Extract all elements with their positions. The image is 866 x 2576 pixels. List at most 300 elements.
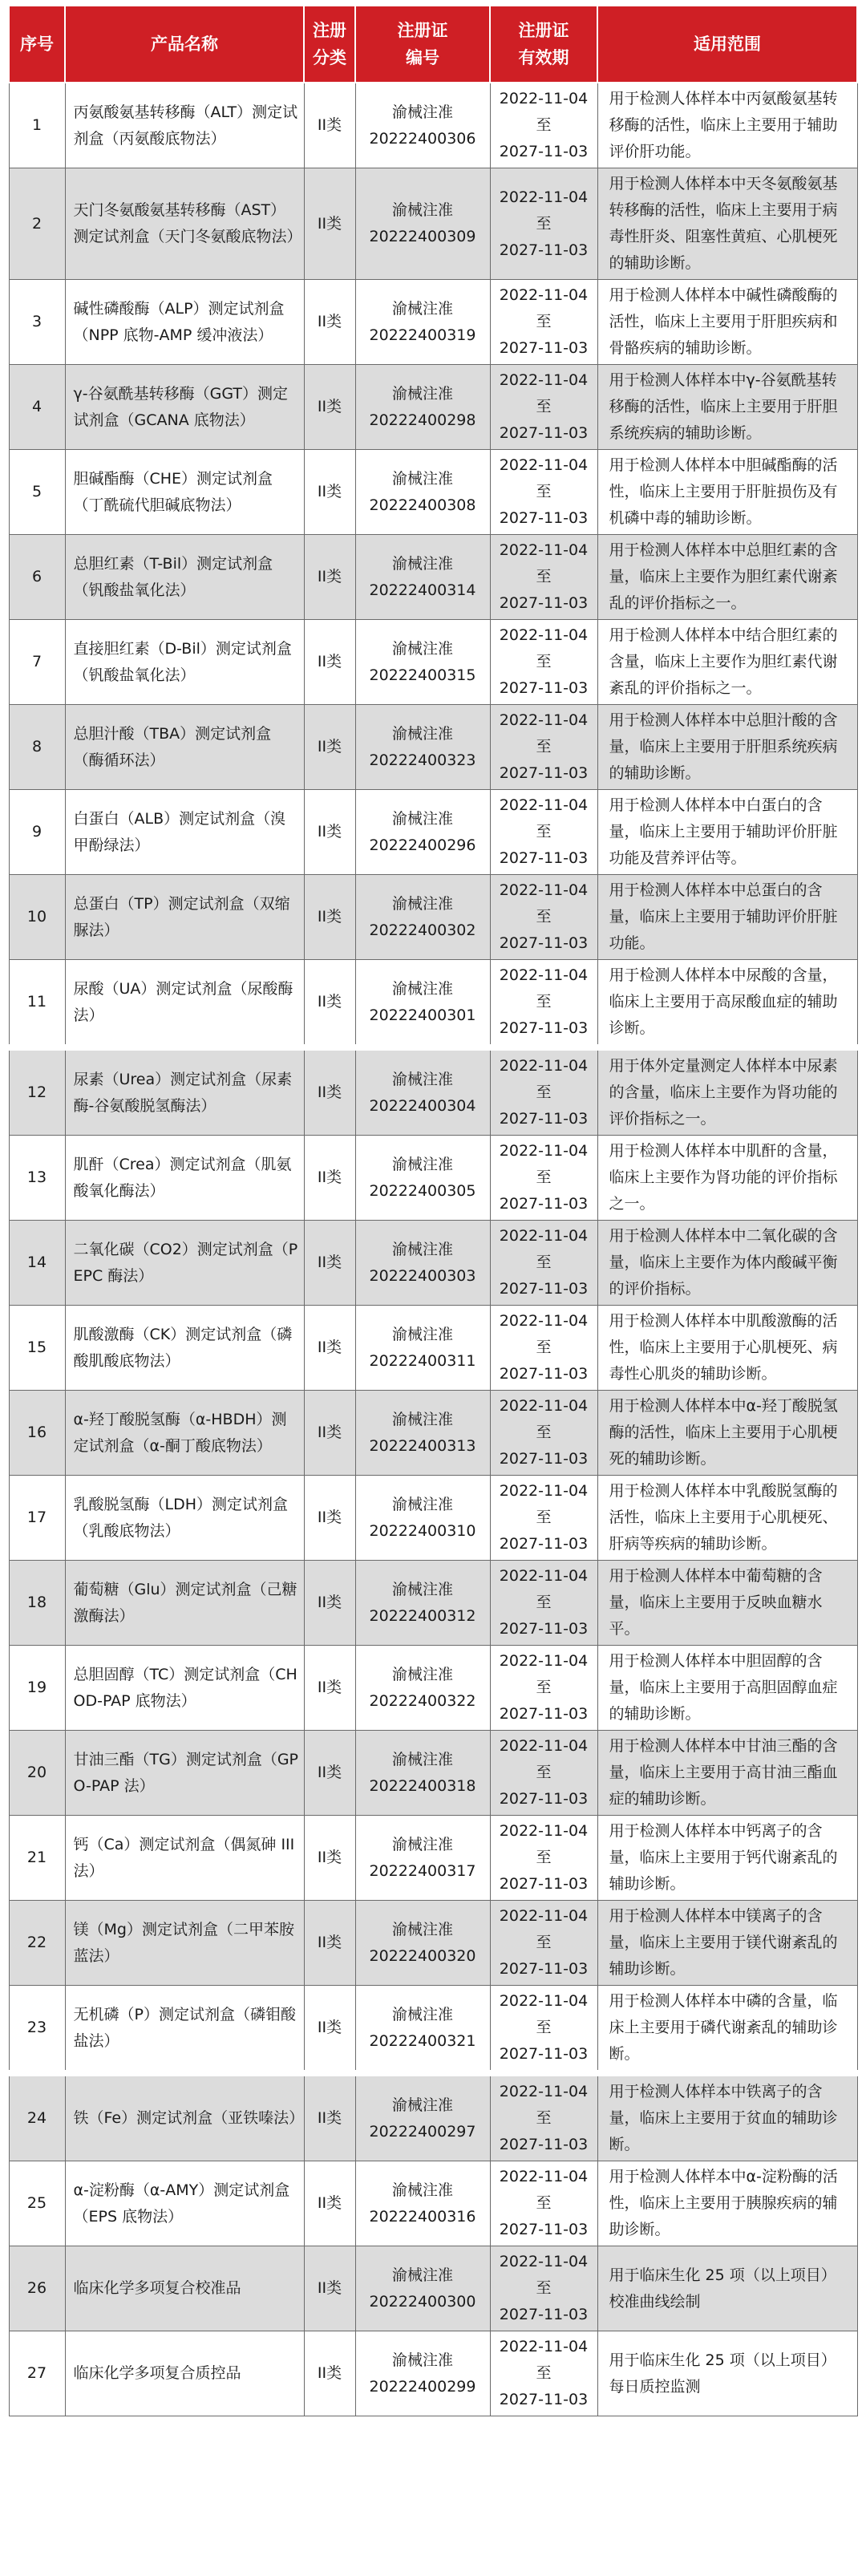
valid-end: 2027-11-03 <box>499 764 589 782</box>
valid-start: 2022-11-04 <box>499 1567 589 1585</box>
reg-code: 20222400319 <box>369 326 476 344</box>
cell-reg-number <box>355 1306 490 1391</box>
cell-category: II类 <box>304 1391 355 1476</box>
cell-product-name: 碱性磷酸酶（ALP）测定试剂盒（NPP 底物-AMP 缓冲液法） <box>65 280 304 365</box>
reg-code: 20222400316 <box>369 2207 476 2226</box>
cell-seq: 20 <box>9 1731 65 1816</box>
valid-to: 至 <box>536 1509 552 1526</box>
cell-seq: 18 <box>9 1561 65 1646</box>
cell-scope: 用于检测人体样本中结合胆红素的含量，临床上主要作为胆红素代谢紊乱的评价指标之一。 <box>597 620 857 705</box>
cell-category: II类 <box>304 790 355 875</box>
cell-validity <box>490 790 597 875</box>
cell-category: II类 <box>304 365 355 450</box>
valid-end: 2027-11-03 <box>499 1875 589 1893</box>
reg-code: 20222400315 <box>369 666 476 684</box>
valid-end: 2027-11-03 <box>499 1620 589 1638</box>
cell-scope: 用于检测人体样本中肌酸激酶的活性，临床上主要用于心肌梗死、病毒性心肌炎的辅助诊断。 <box>597 1306 857 1391</box>
cell-scope: 用于检测人体样本中丙氨酸氨基转移酶的活性，临床上主要用于辅助评价肝功能。 <box>597 83 857 168</box>
table-row <box>9 1136 857 1221</box>
cell-seq: 1 <box>9 83 65 168</box>
valid-end: 2027-11-03 <box>499 1365 589 1383</box>
valid-start: 2022-11-04 <box>499 1057 589 1075</box>
cell-validity <box>490 1136 597 1221</box>
reg-prefix: 渝械注准 <box>391 639 453 658</box>
cell-category: II类 <box>304 1306 355 1391</box>
cell-seq: 24 <box>9 2073 65 2161</box>
reg-code: 20222400299 <box>369 2377 476 2396</box>
reg-prefix: 渝械注准 <box>391 1240 453 1258</box>
valid-to: 至 <box>536 398 552 415</box>
valid-to: 至 <box>536 313 552 330</box>
cell-scope: 用于检测人体样本中γ-谷氨酰基转移酶的活性，临床上主要用于肝胆系统疾病的辅助诊断。 <box>597 365 857 450</box>
reg-prefix: 渝械注准 <box>391 103 453 121</box>
table-row <box>9 1646 857 1731</box>
cell-product-name: 尿素（Urea）测定试剂盒（尿素酶-谷氨酸脱氢酶法） <box>65 1047 304 1136</box>
cell-validity <box>490 280 597 365</box>
cell-scope: 用于检测人体样本中总蛋白的含量，临床上主要用于辅助评价肝脏功能。 <box>597 875 857 960</box>
valid-end: 2027-11-03 <box>499 1110 589 1128</box>
valid-start: 2022-11-04 <box>499 456 589 474</box>
cell-reg-number <box>355 1986 490 2074</box>
cell-reg-number <box>355 1816 490 1901</box>
cell-validity <box>490 1047 597 1136</box>
cell-product-name: 天门冬氨酸氨基转移酶（AST）测定试剂盒（天门冬氨酸底物法） <box>65 168 304 280</box>
cell-reg-number <box>355 2246 490 2331</box>
cell-product-name: 临床化学多项复合质控品 <box>65 2331 304 2416</box>
cell-category: II类 <box>304 2331 355 2416</box>
valid-start: 2022-11-04 <box>499 1992 589 2010</box>
cell-product-name: 白蛋白（ALB）测定试剂盒（溴甲酚绿法） <box>65 790 304 875</box>
cell-scope: 用于检测人体样本中尿酸的含量，临床上主要用于高尿酸血症的辅助诊断。 <box>597 960 857 1048</box>
cell-category: II类 <box>304 960 355 1048</box>
cell-scope: 用于检测人体样本中铁离子的含量，临床上主要用于贫血的辅助诊断。 <box>597 2073 857 2161</box>
cell-validity <box>490 620 597 705</box>
cell-validity <box>490 960 597 1048</box>
reg-prefix: 渝械注准 <box>391 894 453 913</box>
cell-validity <box>490 365 597 450</box>
valid-to: 至 <box>536 1169 552 1186</box>
valid-end: 2027-11-03 <box>499 2221 589 2238</box>
valid-start: 2022-11-04 <box>499 371 589 389</box>
cell-reg-number <box>355 1136 490 1221</box>
table-body <box>9 83 857 2416</box>
cell-category: II类 <box>304 1731 355 1816</box>
reg-prefix: 渝械注准 <box>391 809 453 828</box>
cell-validity <box>490 1476 597 1561</box>
valid-end: 2027-11-03 <box>499 143 589 160</box>
cell-product-name: 总蛋白（TP）测定试剂盒（双缩脲法） <box>65 875 304 960</box>
valid-start: 2022-11-04 <box>499 1652 589 1670</box>
reg-prefix: 渝械注准 <box>391 2096 453 2114</box>
cell-validity <box>490 83 597 168</box>
cell-scope: 用于检测人体样本中甘油三酯的含量，临床上主要用于高甘油三酯血症的辅助诊断。 <box>597 1731 857 1816</box>
valid-to: 至 <box>536 2279 552 2297</box>
cell-scope: 用于体外定量测定人体样本中尿素的含量，临床上主要作为肾功能的评价指标之一。 <box>597 1047 857 1136</box>
reg-prefix: 渝械注准 <box>391 1410 453 1428</box>
cell-validity <box>490 2246 597 2331</box>
reg-prefix: 渝械注准 <box>391 1495 453 1513</box>
reg-prefix: 渝械注准 <box>391 1665 453 1683</box>
valid-end: 2027-11-03 <box>499 339 589 357</box>
valid-start: 2022-11-04 <box>499 1397 589 1415</box>
cell-category: II类 <box>304 2073 355 2161</box>
cell-reg-number <box>355 1391 490 1476</box>
reg-code: 20222400304 <box>369 1096 476 1115</box>
cell-scope: 用于检测人体样本中胆固醇的含量，临床上主要用于高胆固醇血症的辅助诊断。 <box>597 1646 857 1731</box>
cell-reg-number <box>355 705 490 790</box>
valid-end: 2027-11-03 <box>499 1195 589 1213</box>
cell-validity <box>490 1561 597 1646</box>
cell-seq: 5 <box>9 450 65 535</box>
cell-seq: 3 <box>9 280 65 365</box>
valid-start: 2022-11-04 <box>499 541 589 559</box>
cell-reg-number <box>355 2161 490 2246</box>
header-category-line1: 注册 <box>313 21 346 40</box>
valid-end: 2027-11-03 <box>499 594 589 612</box>
valid-to: 至 <box>536 1339 552 1356</box>
valid-start: 2022-11-04 <box>499 626 589 644</box>
reg-code: 20222400323 <box>369 751 476 769</box>
table-row <box>9 1901 857 1986</box>
cell-seq: 13 <box>9 1136 65 1221</box>
table-row <box>9 2161 857 2246</box>
cell-reg-number <box>355 960 490 1048</box>
valid-to: 至 <box>536 2109 552 2127</box>
valid-to: 至 <box>536 116 552 134</box>
cell-reg-number <box>355 620 490 705</box>
reg-code: 20222400302 <box>369 921 476 939</box>
table-row <box>9 1986 857 2074</box>
cell-seq: 6 <box>9 535 65 620</box>
cell-category: II类 <box>304 620 355 705</box>
reg-prefix: 渝械注准 <box>391 1750 453 1768</box>
table-row <box>9 280 857 365</box>
table-row <box>9 2331 857 2416</box>
cell-scope: 用于检测人体样本中钙离子的含量，临床上主要用于钙代谢紊乱的辅助诊断。 <box>597 1816 857 1901</box>
cell-scope: 用于临床生化 25 项（以上项目）每日质控监测 <box>597 2331 857 2416</box>
table-row <box>9 1047 857 1136</box>
reg-prefix: 渝械注准 <box>391 2266 453 2284</box>
table-row <box>9 960 857 1048</box>
cell-validity <box>490 705 597 790</box>
valid-to: 至 <box>536 1849 552 1866</box>
cell-category: II类 <box>304 168 355 280</box>
cell-seq: 23 <box>9 1986 65 2074</box>
table-header <box>9 6 857 83</box>
cell-seq: 12 <box>9 1047 65 1136</box>
cell-reg-number <box>355 1476 490 1561</box>
table-row <box>9 1731 857 1816</box>
cell-reg-number <box>355 83 490 168</box>
valid-start: 2022-11-04 <box>499 286 589 304</box>
cell-scope: 用于检测人体样本中天冬氨酸氨基转移酶的活性，临床上主要用于病毒性肝炎、阻塞性黄疸、心肌梗死的辅助诊断。 <box>597 168 857 280</box>
cell-validity <box>490 2161 597 2246</box>
cell-seq: 19 <box>9 1646 65 1731</box>
reg-prefix: 渝械注准 <box>391 1920 453 1938</box>
valid-start: 2022-11-04 <box>499 2168 589 2185</box>
valid-to: 至 <box>536 993 552 1011</box>
cell-reg-number <box>355 1646 490 1731</box>
cell-category: II类 <box>304 705 355 790</box>
cell-reg-number <box>355 790 490 875</box>
cell-seq: 14 <box>9 1221 65 1306</box>
valid-end: 2027-11-03 <box>499 1019 589 1037</box>
reg-code: 20222400320 <box>369 1946 476 1965</box>
reg-code: 20222400301 <box>369 1006 476 1024</box>
reg-prefix: 渝械注准 <box>391 299 453 318</box>
cell-scope: 用于检测人体样本中乳酸脱氢酶的活性，临床上主要用于心肌梗死、肝病等疾病的辅助诊断。 <box>597 1476 857 1561</box>
reg-code: 20222400305 <box>369 1181 476 1200</box>
reg-code: 20222400314 <box>369 581 476 599</box>
header-validity <box>490 6 597 83</box>
cell-product-name: α-淀粉酶（α-AMY）测定试剂盒（EPS 底物法） <box>65 2161 304 2246</box>
valid-end: 2027-11-03 <box>499 2306 589 2323</box>
cell-seq: 25 <box>9 2161 65 2246</box>
header-name: 产品名称 <box>65 6 304 83</box>
cell-reg-number <box>355 535 490 620</box>
table-row <box>9 1391 857 1476</box>
valid-to: 至 <box>536 2364 552 2382</box>
valid-to: 至 <box>536 738 552 755</box>
cell-scope: 用于检测人体样本中胆碱酯酶的活性，临床上主要用于肝脏损伤及有机磷中毒的辅助诊断。 <box>597 450 857 535</box>
reg-prefix: 渝械注准 <box>391 2351 453 2369</box>
cell-reg-number <box>355 1047 490 1136</box>
valid-start: 2022-11-04 <box>499 711 589 729</box>
cell-validity <box>490 1816 597 1901</box>
cell-product-name: 肌酸激酶（CK）测定试剂盒（磷酸肌酸底物法） <box>65 1306 304 1391</box>
cell-reg-number <box>355 168 490 280</box>
valid-to: 至 <box>536 1254 552 1271</box>
cell-category: II类 <box>304 280 355 365</box>
cell-reg-number <box>355 1731 490 1816</box>
reg-code: 20222400313 <box>369 1436 476 1455</box>
cell-scope: 用于检测人体样本中镁离子的含量，临床上主要用于镁代谢紊乱的辅助诊断。 <box>597 1901 857 1986</box>
product-registration-table <box>8 5 858 2416</box>
cell-reg-number <box>355 875 490 960</box>
header-reg-number <box>355 6 490 83</box>
cell-product-name: γ-谷氨酰基转移酶（GGT）测定试剂盒（GCANA 底物法） <box>65 365 304 450</box>
cell-category: II类 <box>304 450 355 535</box>
reg-code: 20222400312 <box>369 1606 476 1625</box>
header-category-line2: 分类 <box>313 48 346 67</box>
cell-validity <box>490 1986 597 2074</box>
cell-product-name: 总胆固醇（TC）测定试剂盒（CHOD-PAP 底物法） <box>65 1646 304 1731</box>
table-row <box>9 705 857 790</box>
cell-scope: 用于检测人体样本中α-羟丁酸脱氢酶的活性，临床上主要用于心肌梗死的辅助诊断。 <box>597 1391 857 1476</box>
cell-category: II类 <box>304 875 355 960</box>
cell-category: II类 <box>304 1986 355 2074</box>
valid-end: 2027-11-03 <box>499 2391 589 2408</box>
valid-end: 2027-11-03 <box>499 2045 589 2063</box>
cell-validity <box>490 168 597 280</box>
reg-prefix: 渝械注准 <box>391 1835 453 1853</box>
cell-product-name: 直接胆红素（D-Bil）测定试剂盒（钒酸盐氧化法） <box>65 620 304 705</box>
table-row <box>9 1306 857 1391</box>
valid-to: 至 <box>536 1083 552 1101</box>
reg-prefix: 渝械注准 <box>391 724 453 743</box>
valid-to: 至 <box>536 653 552 670</box>
cell-reg-number <box>355 1561 490 1646</box>
reg-prefix: 渝械注准 <box>391 384 453 403</box>
cell-category: II类 <box>304 1047 355 1136</box>
reg-code: 20222400311 <box>369 1351 476 1370</box>
cell-seq: 21 <box>9 1816 65 1901</box>
reg-code: 20222400308 <box>369 496 476 514</box>
cell-validity <box>490 535 597 620</box>
table-row <box>9 620 857 705</box>
valid-end: 2027-11-03 <box>499 849 589 867</box>
cell-product-name: 尿酸（UA）测定试剂盒（尿酸酶法） <box>65 960 304 1048</box>
valid-start: 2022-11-04 <box>499 1822 589 1840</box>
valid-to: 至 <box>536 1934 552 1951</box>
cell-reg-number <box>355 450 490 535</box>
cell-product-name: 甘油三酯（TG）测定试剂盒（GPO-PAP 法） <box>65 1731 304 1816</box>
reg-prefix: 渝械注准 <box>391 201 453 219</box>
reg-code: 20222400303 <box>369 1266 476 1285</box>
valid-start: 2022-11-04 <box>499 1907 589 1925</box>
reg-code: 20222400298 <box>369 411 476 429</box>
cell-product-name: 二氧化碳（CO2）测定试剂盒（PEPC 酶法） <box>65 1221 304 1306</box>
cell-seq: 11 <box>9 960 65 1048</box>
reg-prefix: 渝械注准 <box>391 554 453 573</box>
cell-product-name: 无机磷（P）测定试剂盒（磷钼酸盐法） <box>65 1986 304 2074</box>
reg-code: 20222400300 <box>369 2292 476 2311</box>
valid-end: 2027-11-03 <box>499 1790 589 1808</box>
cell-seq: 9 <box>9 790 65 875</box>
valid-start: 2022-11-04 <box>499 966 589 984</box>
cell-reg-number <box>355 1221 490 1306</box>
reg-code: 20222400310 <box>369 1521 476 1540</box>
cell-reg-number <box>355 2073 490 2161</box>
valid-to: 至 <box>536 568 552 585</box>
reg-code: 20222400296 <box>369 836 476 854</box>
valid-start: 2022-11-04 <box>499 881 589 899</box>
header-reg-line1: 注册证 <box>397 21 448 40</box>
valid-to: 至 <box>536 2194 552 2212</box>
table-row <box>9 365 857 450</box>
reg-code: 20222400297 <box>369 2122 476 2141</box>
header-reg-line2: 编号 <box>406 48 439 67</box>
cell-validity <box>490 1221 597 1306</box>
cell-seq: 17 <box>9 1476 65 1561</box>
reg-prefix: 渝械注准 <box>391 1580 453 1598</box>
table-row <box>9 875 857 960</box>
valid-start: 2022-11-04 <box>499 2338 589 2355</box>
reg-prefix: 渝械注准 <box>391 2181 453 2199</box>
table-row <box>9 83 857 168</box>
valid-end: 2027-11-03 <box>499 2136 589 2153</box>
cell-product-name: 丙氨酸氨基转移酶（ALT）测定试剂盒（丙氨酸底物法） <box>65 83 304 168</box>
valid-to: 至 <box>536 214 552 233</box>
valid-start: 2022-11-04 <box>499 1227 589 1245</box>
valid-end: 2027-11-03 <box>499 1705 589 1723</box>
cell-reg-number <box>355 1901 490 1986</box>
cell-category: II类 <box>304 83 355 168</box>
cell-product-name: 总胆红素（T-Bil）测定试剂盒（钒酸盐氧化法） <box>65 535 304 620</box>
valid-end: 2027-11-03 <box>499 1280 589 1298</box>
valid-to: 至 <box>536 823 552 840</box>
cell-scope: 用于检测人体样本中葡萄糖的含量，临床上主要用于反映血糖水平。 <box>597 1561 857 1646</box>
cell-seq: 2 <box>9 168 65 280</box>
cell-reg-number <box>355 2331 490 2416</box>
header-row <box>9 6 857 83</box>
table-row <box>9 1221 857 1306</box>
cell-reg-number <box>355 280 490 365</box>
cell-validity <box>490 875 597 960</box>
cell-validity <box>490 2331 597 2416</box>
cell-scope: 用于检测人体样本中白蛋白的含量，临床上主要用于辅助评价肝脏功能及营养评估等。 <box>597 790 857 875</box>
cell-seq: 16 <box>9 1391 65 1476</box>
reg-prefix: 渝械注准 <box>391 1325 453 1343</box>
cell-validity <box>490 1646 597 1731</box>
valid-start: 2022-11-04 <box>499 188 589 206</box>
header-scope: 适用范围 <box>597 6 857 83</box>
cell-seq: 22 <box>9 1901 65 1986</box>
cell-validity <box>490 450 597 535</box>
valid-start: 2022-11-04 <box>499 2083 589 2100</box>
header-validity-line2: 有效期 <box>518 48 569 67</box>
cell-scope: 用于检测人体样本中α-淀粉酶的活性，临床上主要用于胰腺疾病的辅助诊断。 <box>597 2161 857 2246</box>
valid-end: 2027-11-03 <box>499 1450 589 1468</box>
valid-to: 至 <box>536 908 552 925</box>
cell-category: II类 <box>304 2161 355 2246</box>
cell-reg-number <box>355 365 490 450</box>
cell-product-name: 铁（Fe）测定试剂盒（亚铁嗪法） <box>65 2073 304 2161</box>
cell-category: II类 <box>304 1901 355 1986</box>
cell-product-name: 镁（Mg）测定试剂盒（二甲苯胺蓝法） <box>65 1901 304 1986</box>
valid-to: 至 <box>536 1679 552 1696</box>
cell-validity <box>490 1391 597 1476</box>
valid-end: 2027-11-03 <box>499 1535 589 1553</box>
cell-scope: 用于检测人体样本中总胆红素的含量，临床上主要作为胆红素代谢紊乱的评价指标之一。 <box>597 535 857 620</box>
reg-code: 20222400322 <box>369 1691 476 1710</box>
cell-validity <box>490 1306 597 1391</box>
table-row <box>9 1561 857 1646</box>
valid-end: 2027-11-03 <box>499 679 589 697</box>
reg-prefix: 渝械注准 <box>391 979 453 998</box>
cell-product-name: 胆碱酯酶（CHE）测定试剂盒（丁酰硫代胆碱底物法） <box>65 450 304 535</box>
cell-product-name: 临床化学多项复合校准品 <box>65 2246 304 2331</box>
cell-category: II类 <box>304 1136 355 1221</box>
cell-seq: 15 <box>9 1306 65 1391</box>
cell-category: II类 <box>304 1646 355 1731</box>
table-row <box>9 2246 857 2331</box>
header-validity-line1: 注册证 <box>518 21 569 40</box>
reg-prefix: 渝械注准 <box>391 469 453 488</box>
cell-scope: 用于检测人体样本中总胆汁酸的含量，临床上主要用于肝胆系统疾病的辅助诊断。 <box>597 705 857 790</box>
table-row <box>9 1476 857 1561</box>
table-row <box>9 1816 857 1901</box>
cell-product-name: 钙（Ca）测定试剂盒（偶氮砷 III 法） <box>65 1816 304 1901</box>
cell-category: II类 <box>304 1816 355 1901</box>
reg-prefix: 渝械注准 <box>391 1070 453 1088</box>
cell-scope: 用于临床生化 25 项（以上项目）校准曲线绘制 <box>597 2246 857 2331</box>
valid-start: 2022-11-04 <box>499 1142 589 1160</box>
cell-scope: 用于检测人体样本中二氧化碳的含量，临床上主要作为体内酸碱平衡的评价指标。 <box>597 1221 857 1306</box>
reg-prefix: 渝械注准 <box>391 1155 453 1173</box>
cell-product-name: 乳酸脱氢酶（LDH）测定试剂盒（乳酸底物法） <box>65 1476 304 1561</box>
cell-scope: 用于检测人体样本中肌酐的含量，临床上主要作为肾功能的评价指标之一。 <box>597 1136 857 1221</box>
cell-validity <box>490 2073 597 2161</box>
valid-end: 2027-11-03 <box>499 1960 589 1978</box>
cell-seq: 27 <box>9 2331 65 2416</box>
reg-code: 20222400306 <box>369 129 476 148</box>
cell-category: II类 <box>304 2246 355 2331</box>
cell-seq: 10 <box>9 875 65 960</box>
valid-to: 至 <box>536 1424 552 1441</box>
valid-start: 2022-11-04 <box>499 1482 589 1500</box>
valid-start: 2022-11-04 <box>499 1312 589 1330</box>
